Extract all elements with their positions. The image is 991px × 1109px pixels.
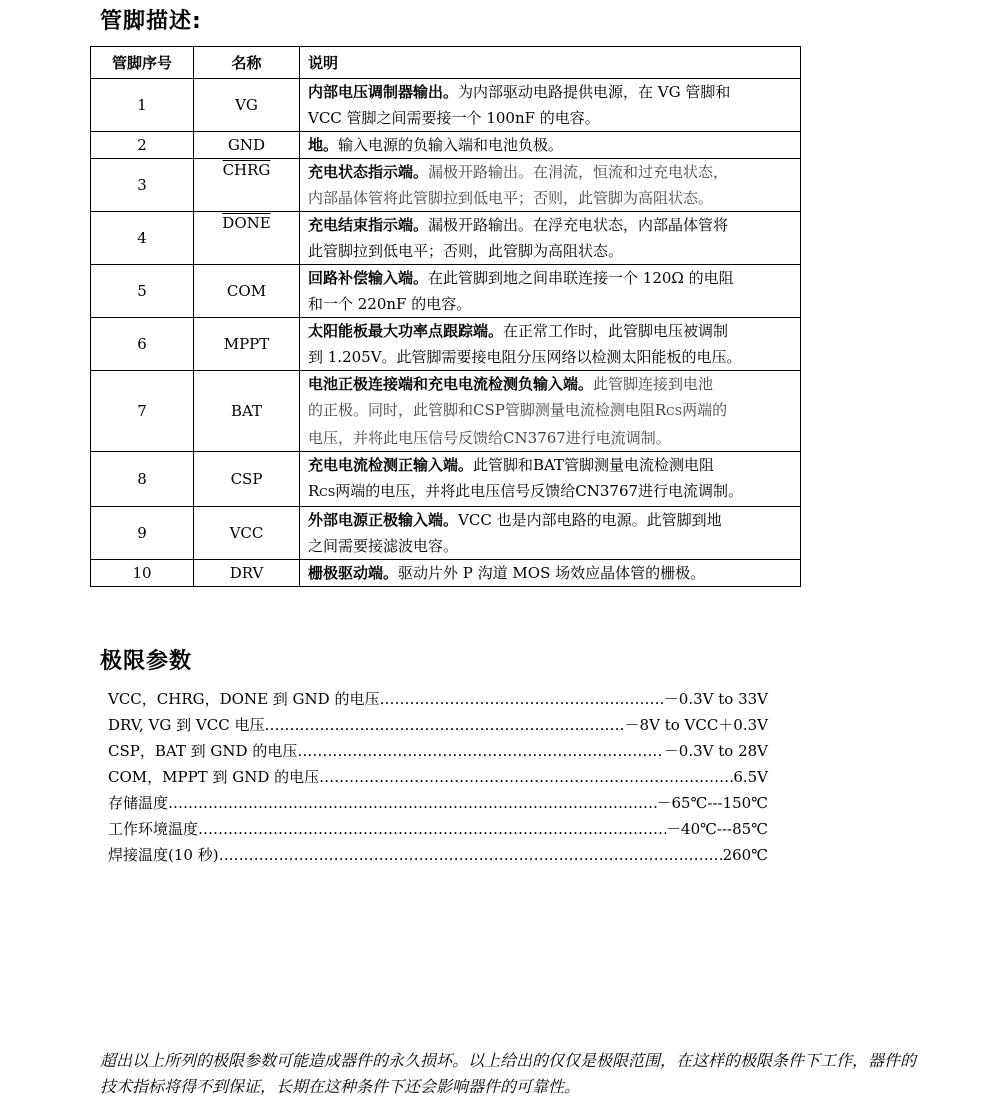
limit-label: DRV, VG 到 VCC 电压 xyxy=(108,716,265,734)
limit-label: VCC，CHRG，DONE 到 GND 的电压 xyxy=(108,690,380,708)
header-description: 说明 xyxy=(300,47,801,79)
pin-title: 电池正极连接端和充电电流检测负输入端。 xyxy=(308,375,594,393)
table-row xyxy=(91,159,801,212)
list-item xyxy=(108,790,768,816)
pin-description xyxy=(300,507,801,560)
limit-value: 260℃ xyxy=(722,846,768,864)
desc-line: 此管脚连接到电池 xyxy=(593,375,714,393)
desc-line: 和一个 220nF 的电容。 xyxy=(308,295,472,313)
pin-name: BAT xyxy=(194,371,300,452)
pin-description xyxy=(300,212,801,265)
subscript: CS xyxy=(319,486,336,499)
limit-label: 存储温度 xyxy=(108,794,169,812)
pin-title: 栅极驱动端。 xyxy=(308,564,399,582)
desc-line: 内部晶体管将此管脚拉到低电平；否则，此管脚为高阻状态。 xyxy=(308,189,714,207)
pin-description xyxy=(300,132,801,159)
pin-title: 充电状态指示端。 xyxy=(308,163,429,181)
pin-name-overlined: CHRG xyxy=(222,161,271,179)
desc-line: 电压，并将此电压信号反馈给CN3767进行电流调制。 xyxy=(308,429,671,447)
leader-dots xyxy=(168,790,657,816)
table-row xyxy=(91,132,801,159)
list-item xyxy=(108,738,768,764)
pin-name: CSP xyxy=(194,452,300,507)
desc-line: 输入电源的负输入端和电池负极。 xyxy=(338,136,564,154)
desc-line: 漏极开路输出。在浮充电状态，内部晶体管将 xyxy=(428,216,729,234)
desc-line: VCC 管脚之间需要接一个 100nF 的电容。 xyxy=(308,109,600,127)
leader-dots xyxy=(297,738,663,764)
header-name: 名称 xyxy=(194,47,300,79)
table-row xyxy=(91,371,801,452)
table-row xyxy=(91,507,801,560)
pin-title: 内部电压调制器输出。 xyxy=(308,83,459,101)
desc-line: 此管脚和BAT管脚测量电流检测电阻 xyxy=(473,456,715,474)
pin-number: 4 xyxy=(91,212,194,265)
pin-title: 太阳能板最大功率点跟踪端。 xyxy=(308,322,504,340)
subscript: CS xyxy=(666,405,683,418)
table-header-row xyxy=(91,47,801,79)
pin-description xyxy=(300,318,801,371)
limit-value: －0.3V to 33V xyxy=(663,690,768,708)
table-row xyxy=(91,212,801,265)
pin-description xyxy=(300,452,801,507)
desc-line: 两端的电压，并将此电压信号反馈给CN3767进行电流调制。 xyxy=(335,482,744,500)
table-row xyxy=(91,560,801,587)
pin-number: 3 xyxy=(91,159,194,212)
desc-line: 两端的 xyxy=(682,401,728,419)
desc-line: R xyxy=(308,482,320,500)
table-row xyxy=(91,265,801,318)
leader-dots xyxy=(264,712,624,738)
pin-name: COM xyxy=(194,265,300,318)
limit-value: －65℃---150℃ xyxy=(656,794,768,812)
pin-description xyxy=(300,560,801,587)
desc-line: 为内部驱动电路提供电源，在 VG 管脚和 xyxy=(458,83,731,101)
desc-line: 此管脚拉到低电平；否则，此管脚为高阻状态。 xyxy=(308,242,624,260)
pin-name xyxy=(194,212,300,265)
leader-dots xyxy=(379,686,663,712)
pin-name: MPPT xyxy=(194,318,300,371)
desc-line: 之间需要接滤波电容。 xyxy=(308,537,459,555)
limit-label: COM，MPPT 到 GND 的电压 xyxy=(108,768,320,786)
desc-line: 驱动片外 P 沟道 MOS 场效应晶体管的栅极。 xyxy=(398,564,706,582)
pin-table xyxy=(90,46,801,587)
list-item xyxy=(108,816,768,842)
limit-label: CSP，BAT 到 GND 的电压 xyxy=(108,742,298,760)
list-item xyxy=(108,712,768,738)
warning-note: 超出以上所列的极限参数可能造成器件的永久损坏。以上给出的仅仅是极限范围，在这样的极限条件下工作，器件的技术指标将得不到保证，长期在这种条件下还会影响器件的可靠性。 xyxy=(100,1051,917,1096)
leader-dots xyxy=(198,816,666,842)
limits-list xyxy=(108,686,768,868)
pin-number: 10 xyxy=(91,560,194,587)
pin-number: 2 xyxy=(91,132,194,159)
pin-title: 充电电流检测正输入端。 xyxy=(308,456,474,474)
table-row xyxy=(91,318,801,371)
pin-name: VCC xyxy=(194,507,300,560)
pin-description xyxy=(300,265,801,318)
list-item xyxy=(108,764,768,790)
limit-value: 6.5V xyxy=(733,768,768,786)
limits-heading: 极限参数 xyxy=(100,649,193,674)
list-item xyxy=(108,842,768,868)
desc-line: 的正极。同时，此管脚和CSP管脚测量电流检测电阻R xyxy=(308,401,667,419)
limit-value: －40℃---85℃ xyxy=(666,820,768,838)
pin-description xyxy=(300,371,801,452)
limit-label: 工作环境温度 xyxy=(108,820,199,838)
pin-title: 地。 xyxy=(308,136,339,154)
table-row xyxy=(91,452,801,507)
limit-value: －8V to VCC＋0.3V xyxy=(624,716,768,734)
table-row xyxy=(91,79,801,132)
header-pin-number: 管脚序号 xyxy=(91,47,194,79)
leader-dots xyxy=(319,764,733,790)
desc-line: 在此管脚到地之间串联连接一个 120Ω 的电阻 xyxy=(428,269,734,287)
desc-line: VCC 也是内部电路的电源。此管脚到地 xyxy=(458,511,722,529)
list-item xyxy=(108,686,768,712)
desc-line: 漏极开路输出。在涓流，恒流和过充电状态， xyxy=(428,163,729,181)
pin-number: 6 xyxy=(91,318,194,371)
pin-name: VG xyxy=(194,79,300,132)
pin-number: 1 xyxy=(91,79,194,132)
pin-name xyxy=(194,159,300,212)
leader-dots xyxy=(219,842,723,868)
pin-description-heading: 管脚描述: xyxy=(100,9,202,34)
pin-number: 7 xyxy=(91,371,194,452)
pin-title: 回路补偿输入端。 xyxy=(308,269,429,287)
limit-value: －0.3V to 28V xyxy=(663,742,768,760)
pin-description xyxy=(300,159,801,212)
desc-line: 在正常工作时，此管脚电压被调制 xyxy=(503,322,729,340)
pin-name: GND xyxy=(194,132,300,159)
pin-description xyxy=(300,79,801,132)
pin-number: 5 xyxy=(91,265,194,318)
pin-title: 外部电源正极输入端。 xyxy=(308,511,459,529)
pin-number: 9 xyxy=(91,507,194,560)
pin-title: 充电结束指示端。 xyxy=(308,216,429,234)
pin-name: DRV xyxy=(194,560,300,587)
limit-label: 焊接温度(10 秒) xyxy=(108,846,219,864)
pin-name-overlined: DONE xyxy=(222,214,271,232)
pin-number: 8 xyxy=(91,452,194,507)
desc-line: 到 1.205V。此管脚需要接电阻分压网络以检测太阳能板的电压。 xyxy=(308,348,742,366)
